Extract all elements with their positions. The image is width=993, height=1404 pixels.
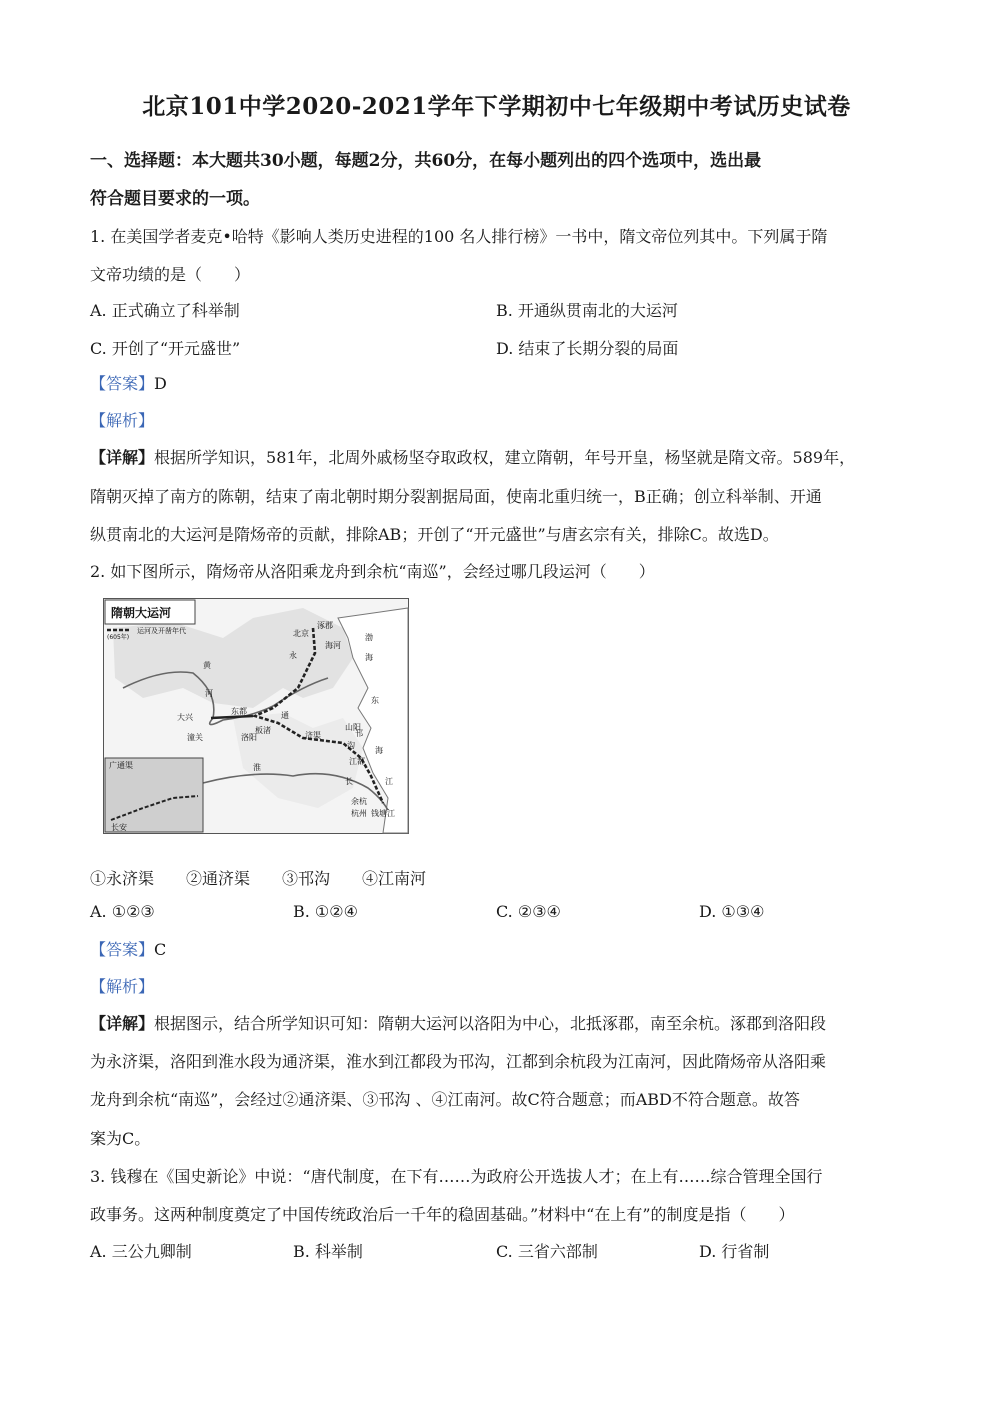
map-label: 洛阳	[241, 733, 257, 742]
q2-detail-line3: 龙舟到余杭“南巡”，会经过②通济渠、③邗沟 、④江南河。故C符合题意；而ABD不符合题意。故答	[90, 1090, 800, 1109]
q3-option-d: D. 行省制	[699, 1242, 770, 1261]
q2-detail-line4: 案为C。	[90, 1129, 151, 1148]
map-label: 济渠	[305, 731, 321, 740]
q2-option-d: D. ①③④	[699, 902, 765, 921]
map-title: 隋朝大运河	[111, 606, 172, 620]
q2-detail-line2: 为永济渠，洛阳到淮水段为通济渠，淮水到江都段为邗沟，江都到余杭段为江南河，因此隋炀帝从洛阳乘	[90, 1052, 827, 1071]
q3-option-b: B. 科举制	[293, 1242, 363, 1261]
map-label: 大兴	[177, 713, 193, 722]
map-label: 杭州	[351, 809, 367, 818]
q1-detail-line2: 隋朝灭掉了南方的陈朝，结束了南北朝时期分裂割据局面，使南北重归统一，B正确；创立科举制、开通	[90, 487, 822, 506]
q1-stem-line2: 文帝功绩的是（ ）	[90, 265, 251, 284]
map-label: 涿郡	[317, 621, 333, 630]
map-label: 海河	[325, 641, 341, 650]
map-label: 邗	[355, 729, 363, 738]
map-label: 山阳	[345, 723, 361, 732]
q1-detail-line1	[90, 445, 855, 468]
map-label: 江都	[349, 757, 365, 766]
q1-detail-line3: 纵贯南北的大运河是隋炀帝的贡献，排除AB；开创了“开元盛世”与唐玄宗有关，排除C。故选D。	[90, 525, 779, 544]
q2-analysis-label: 【解析】	[90, 977, 155, 996]
map-label: 潼关	[187, 733, 203, 742]
q2-answer-label: 【答案】	[90, 940, 155, 959]
section-heading-line2: 符合题目要求的一项。	[90, 189, 260, 209]
map-label: 长安	[111, 823, 127, 832]
q3-option-a: A. 三公九卿制	[90, 1242, 192, 1261]
map-legend-text: 运河及开凿年代	[137, 627, 186, 635]
map-label: 沟	[347, 741, 355, 750]
q1-analysis-label: 【解析】	[90, 411, 155, 430]
map-label: 海	[365, 653, 373, 662]
map-label: 海	[375, 746, 383, 755]
grand-canal-map	[103, 598, 409, 834]
q1-answer	[90, 371, 167, 394]
q1-detail-text1: 根据所学知识，581年，北周外戚杨坚夺取政权，建立隋朝，年号开皇，杨坚就是隋文帝。589年，	[154, 448, 856, 467]
q2-items: ①永济渠 ②通济渠 ③邗沟 ④江南河	[90, 869, 427, 888]
map-label: 长	[345, 777, 353, 786]
q1-stem-line1: 1. 在美国学者麦克•哈特《影响人类历史进程的100 名人排行榜》一书中，隋文帝位列其中。下列属于隋	[90, 227, 828, 246]
map-label: 板渚	[255, 726, 271, 735]
section-heading-line1: 一、选择题：本大题共30小题，每题2分，共60分，在每小题列出的四个选项中，选出最	[90, 151, 762, 171]
q2-option-c: C. ②③④	[496, 902, 561, 921]
map-label: 通	[281, 711, 289, 720]
q2-detail-line1	[90, 1011, 826, 1034]
page-title: 北京101中学2020-2021学年下学期初中七年级期中考试历史试卷	[142, 93, 851, 120]
q2-option-b: B. ①②④	[293, 902, 358, 921]
map-label: 江	[385, 777, 393, 786]
map-label: 东都	[231, 707, 247, 716]
q2-option-a: A. ①②③	[90, 902, 155, 921]
map-label: 余杭	[351, 797, 367, 806]
map-label: 广通渠	[109, 761, 133, 770]
map-label: 黄	[203, 661, 211, 670]
q3-stem-line2: 政事务。这两种制度奠定了中国传统政治后一千年的稳固基础。”材料中“在上有”的制度是指（ ）	[90, 1205, 795, 1224]
q1-option-a: A. 正式确立了科举制	[90, 301, 240, 320]
map-label: 钱塘江	[371, 809, 395, 818]
q2-answer-value: C	[154, 940, 167, 959]
map-label: 河	[205, 689, 213, 698]
map-label: 东	[371, 696, 379, 705]
map-legend-year: (605年)	[107, 634, 130, 641]
q2-answer	[90, 937, 166, 960]
map-label: 永	[289, 651, 297, 660]
q1-option-b: B. 开通纵贯南北的大运河	[496, 301, 678, 320]
q2-detail-text1: 根据图示，结合所学知识可知：隋朝大运河以洛阳为中心，北抵涿郡，南至余杭。涿郡到洛阳段	[154, 1014, 827, 1033]
q3-stem-line1: 3. 钱穆在《国史新论》中说：“唐代制度，在下有……为政府公开选拔人才；在上有……综合管理全国行	[90, 1167, 823, 1186]
map-label: 北京	[293, 629, 309, 638]
map-label: 淮	[253, 763, 261, 772]
q1-answer-label: 【答案】	[90, 374, 155, 393]
q2-stem: 2. 如下图所示，隋炀帝从洛阳乘龙舟到余杭“南巡”，会经过哪几段运河（ ）	[90, 562, 655, 581]
q1-option-d: D. 结束了长期分裂的局面	[496, 339, 679, 358]
q1-option-c: C. 开创了“开元盛世”	[90, 339, 241, 358]
q1-answer-value: D	[154, 374, 167, 393]
q2-detail-label: 【详解】	[90, 1014, 155, 1033]
map-label: 渤	[365, 633, 373, 642]
q3-option-c: C. 三省六部制	[496, 1242, 598, 1261]
q1-detail-label: 【详解】	[90, 448, 155, 467]
